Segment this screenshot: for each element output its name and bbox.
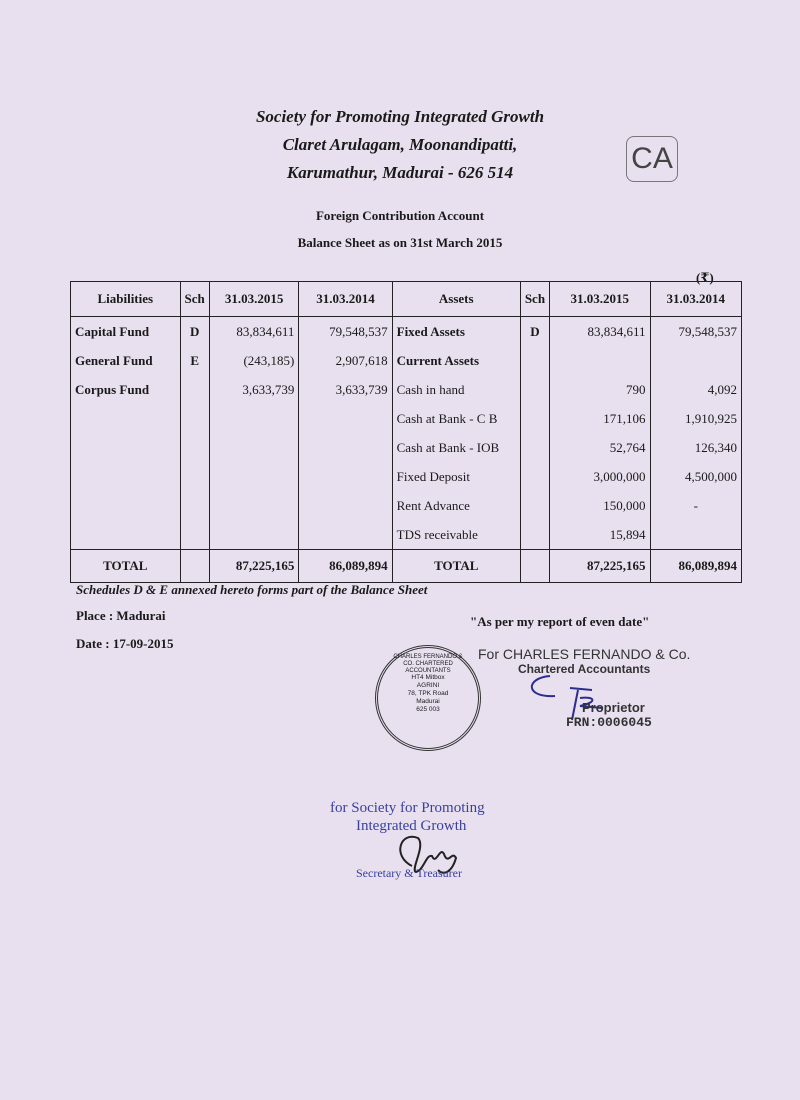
liability-schedules bbox=[180, 317, 209, 550]
date: Date : 17-09-2015 bbox=[76, 636, 174, 651]
liability-2015: 83,834,611 bbox=[236, 324, 295, 339]
col-sch: Sch bbox=[180, 282, 209, 317]
report-note: "As per my report of even date" bbox=[470, 614, 650, 629]
table-body-row bbox=[71, 317, 742, 550]
asset-2014: 1,910,925 bbox=[685, 411, 737, 426]
col-liabilities: Liabilities bbox=[71, 282, 181, 317]
total-sch-empty bbox=[180, 550, 209, 583]
stamp-line: 78, TPK Road bbox=[407, 690, 449, 697]
total-row bbox=[71, 550, 742, 583]
asset-name: Fixed Assets bbox=[396, 324, 465, 339]
firm-name: For CHARLES FERNANDO & Co. bbox=[478, 646, 691, 662]
total-asset-2014: 86,089,894 bbox=[650, 550, 741, 583]
col-2014: 31.03.2014 bbox=[299, 282, 392, 317]
liability-2014: 79,548,537 bbox=[329, 324, 388, 339]
table-header-row bbox=[71, 282, 742, 317]
asset-name: Current Assets bbox=[396, 353, 480, 368]
balance-sheet-table bbox=[70, 281, 742, 583]
asset-2014: 126,340 bbox=[694, 440, 737, 455]
liability-sch: E bbox=[190, 353, 199, 368]
liability-2014: 2,907,618 bbox=[335, 353, 388, 368]
asset-2015: 150,000 bbox=[603, 498, 646, 513]
place: Place : Madurai bbox=[76, 608, 166, 623]
proprietor-label: Proprietor bbox=[582, 700, 645, 715]
total-label-liabilities: TOTAL bbox=[71, 550, 181, 583]
address-line-2: Karumathur, Madurai - 626 514 bbox=[286, 163, 514, 182]
total-sch-empty-assets bbox=[520, 550, 549, 583]
balance-sheet-title: Balance Sheet as on 31st March 2015 bbox=[297, 235, 503, 250]
asset-names bbox=[392, 317, 520, 550]
total-liab-2014: 86,089,894 bbox=[299, 550, 392, 583]
asset-2015: 790 bbox=[626, 382, 646, 397]
org-sign-line-3: Secretary & Treasurer bbox=[356, 866, 462, 880]
col-2015-assets: 31.03.2015 bbox=[550, 282, 650, 317]
col-assets: Assets bbox=[392, 282, 520, 317]
liability-name: General Fund bbox=[75, 353, 153, 368]
asset-2014: - bbox=[693, 498, 698, 513]
asset-2014: 4,500,000 bbox=[685, 469, 737, 484]
asset-schedules bbox=[520, 317, 549, 550]
liability-sch bbox=[185, 375, 205, 404]
stamp-line: HT4 Mitbox bbox=[411, 674, 445, 681]
asset-2015: 83,834,611 bbox=[587, 324, 646, 339]
stamp-line: Madurai bbox=[416, 698, 440, 705]
liability-name: Capital Fund bbox=[75, 324, 150, 339]
frn-number: FRN:0006045 bbox=[566, 715, 652, 730]
liability-sch: D bbox=[189, 324, 200, 339]
total-liab-2015: 87,225,165 bbox=[209, 550, 299, 583]
asset-2014 bbox=[655, 346, 737, 375]
currency-symbol: (₹) bbox=[696, 270, 714, 285]
asset-2014: 4,092 bbox=[707, 382, 737, 397]
org-sign-line-2: Integrated Growth bbox=[356, 818, 467, 834]
schedules-note: Schedules D & E annexed hereto forms part of the Balance Sheet bbox=[76, 582, 428, 597]
org-name: Society for Promoting Integrated Growth bbox=[255, 107, 545, 126]
ca-logo-icon: CA bbox=[626, 136, 678, 182]
asset-name: Rent Advance bbox=[396, 498, 470, 513]
stamp-line: AGRINI bbox=[416, 682, 440, 689]
asset-name: Cash in hand bbox=[396, 382, 465, 397]
liability-2014-values bbox=[299, 317, 392, 550]
asset-2015 bbox=[554, 346, 645, 375]
col-2014-assets: 31.03.2014 bbox=[650, 282, 741, 317]
liability-2015-values bbox=[209, 317, 299, 550]
stamp-center bbox=[400, 674, 456, 714]
liability-names bbox=[71, 317, 181, 550]
asset-2015-values bbox=[550, 317, 650, 550]
org-sign-line-1: for Society for Promoting bbox=[330, 800, 485, 816]
stamp-ring-text: CHARLES FERNANDO & CO. CHARTERED ACCOUNTANTS bbox=[393, 654, 463, 674]
asset-name: Cash at Bank - IOB bbox=[396, 440, 500, 455]
liability-2015: 3,633,739 bbox=[242, 382, 295, 397]
asset-name: Cash at Bank - C B bbox=[396, 411, 498, 426]
asset-name: TDS receivable bbox=[396, 527, 478, 542]
stamp-line: 625 003 bbox=[416, 706, 440, 713]
col-2015: 31.03.2015 bbox=[209, 282, 299, 317]
address-line-1: Claret Arulagam, Moonandipatti, bbox=[282, 135, 518, 154]
asset-2015: 15,894 bbox=[609, 527, 646, 542]
total-asset-2015: 87,225,165 bbox=[550, 550, 650, 583]
liability-name: Corpus Fund bbox=[75, 382, 150, 397]
col-sch-assets: Sch bbox=[520, 282, 549, 317]
total-label-assets: TOTAL bbox=[392, 550, 520, 583]
asset-2014-values bbox=[650, 317, 741, 550]
auditor-stamp bbox=[375, 645, 481, 751]
asset-2014: 79,548,537 bbox=[678, 324, 737, 339]
asset-sch: D bbox=[530, 324, 540, 339]
asset-2014 bbox=[655, 520, 737, 549]
liability-2014: 3,633,739 bbox=[335, 382, 388, 397]
account-title: Foreign Contribution Account bbox=[315, 208, 485, 223]
firm-subtitle: Chartered Accountants bbox=[518, 662, 651, 676]
asset-2015: 171,106 bbox=[603, 411, 646, 426]
asset-name: Fixed Deposit bbox=[396, 469, 470, 484]
asset-2015: 52,764 bbox=[609, 440, 646, 455]
asset-2015: 3,000,000 bbox=[593, 469, 646, 484]
liability-2015: (243,185) bbox=[243, 353, 295, 368]
